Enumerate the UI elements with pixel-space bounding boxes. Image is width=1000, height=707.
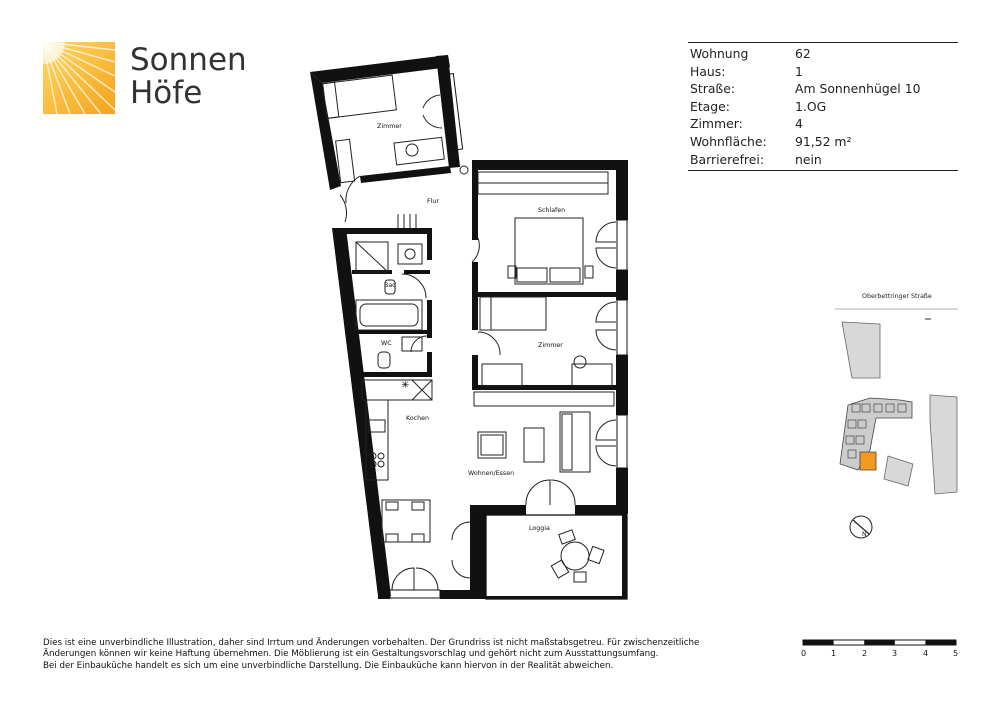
scale-tick-label: 4 (923, 649, 929, 658)
scale-segment (864, 640, 895, 645)
compass-label: N (862, 531, 867, 538)
brand-line-2: Höfe (130, 75, 203, 111)
vent-icon: ✳ (401, 380, 410, 391)
disclaimer-line-1: Dies ist eine unverbindliche Illustration, daher sind Irrtum und Änderungen vorbehalten. Der Grundriss ist nicht maßstabsgetreu. Für zwischenzeitliche (43, 638, 700, 648)
loggia-parapet (486, 596, 627, 599)
info-label: Barrierefrei: (690, 151, 764, 167)
info-row (688, 80, 958, 98)
info-label: Zimmer: (690, 116, 743, 132)
info-value: 1 (795, 63, 803, 79)
info-row (688, 63, 958, 81)
info-top-rule (688, 42, 958, 43)
street-marker (925, 318, 931, 320)
room-label-bad: Bad (384, 282, 397, 289)
brand-name (130, 44, 247, 110)
info-label: Wohnung (690, 46, 749, 61)
info-row (688, 115, 958, 133)
room-label-loggia: Loggia (529, 525, 550, 532)
scale-segment (803, 640, 834, 645)
highlighted-apartment (860, 452, 876, 470)
compass-icon (850, 516, 872, 538)
info-row (688, 98, 958, 116)
main-complex (840, 398, 912, 470)
scale-tick-label: 2 (862, 649, 868, 658)
floor-plan (300, 40, 640, 605)
brand-line-1: Sonnen (130, 42, 247, 78)
room-label-zimmer-top: Zimmer (377, 123, 402, 130)
info-label: Straße: (690, 81, 736, 97)
info-value: 1.OG (795, 98, 827, 114)
site-plan (808, 285, 978, 550)
info-label: Wohnfläche: (690, 133, 767, 149)
info-value: Am Sonnenhügel 10 (795, 81, 921, 97)
info-bottom-rule (688, 170, 958, 171)
street-label: Oberbettringer Straße (862, 293, 932, 300)
scale-tick-label: 5 (953, 649, 959, 658)
room-label-wc: WC (381, 340, 392, 347)
scale-segment (925, 640, 956, 645)
room-label-kochen: Kochen (406, 415, 429, 422)
disclaimer (43, 638, 743, 672)
scale-bar (798, 636, 963, 662)
room-label-schlafen: Schlafen (538, 207, 566, 214)
sun-logo-icon (43, 42, 115, 114)
loggia-outline (486, 515, 627, 599)
info-row (688, 45, 958, 63)
info-label: Haus: (690, 63, 726, 79)
room-label-zimmer-mid: Zimmer (538, 342, 563, 349)
info-row (688, 151, 958, 169)
disclaimer-line-3: Bei der Einbauküche handelt es sich um eine unverbindliche Darstellung. Die Einbauküche kann hiervon in der Realität abweichen. (43, 660, 614, 671)
scale-tick-label: 3 (892, 649, 898, 658)
apartment-info-table (688, 42, 958, 171)
info-label: Etage: (690, 98, 730, 114)
scale-tick-label: 1 (831, 649, 837, 658)
loggia-wall (622, 515, 627, 599)
info-value: 91,52 m² (795, 133, 852, 149)
room-label-flur: Flur (427, 198, 439, 205)
info-value: 4 (795, 116, 803, 132)
info-value: 62 (795, 46, 811, 61)
info-value: nein (795, 151, 822, 167)
disclaimer-line-2: Änderungen können wir keine Haftung übernehmen. Die Möblierung ist ein Gestaltungsvorschlag und gehört nicht zum Ausstattungsumfang. (43, 649, 659, 660)
room-label-wohnen: Wohnen/Essen (468, 470, 515, 477)
walls (310, 55, 628, 599)
scale-tick-label: 0 (801, 649, 807, 658)
info-row (688, 133, 958, 151)
